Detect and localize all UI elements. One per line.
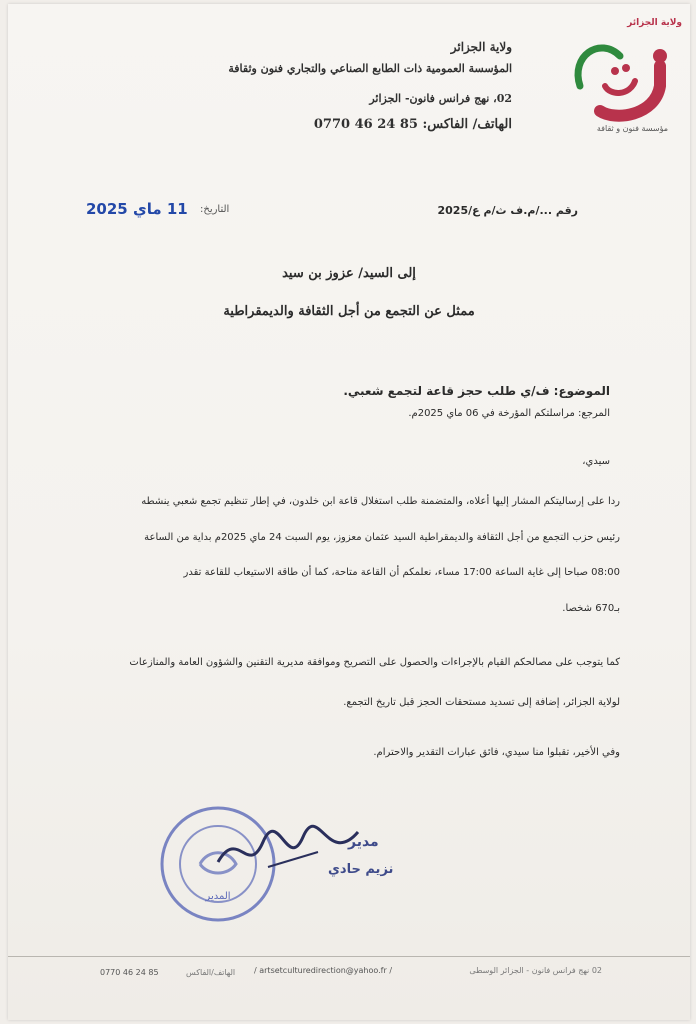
reference-number: رقم .../م.ف ث/م ع/2025 bbox=[437, 204, 578, 217]
footer-phone-label: الهاتف/الفاكس bbox=[186, 968, 236, 977]
header-province: ولاية الجزائر bbox=[450, 40, 512, 54]
body-line: ردا على إرساليتكم المشار إليها أعلاه، والمتضمنة طلب استغلال قاعة ابن خلدون، في إطار تنظيم تجمع شعبي ينشطه bbox=[141, 496, 620, 507]
reference-line: المرجع: مراسلتكم المؤرخة في 06 ماي 2025م. bbox=[408, 408, 610, 419]
footer-address: 02 نهج فرانس فانون - الجزائر الوسطى bbox=[469, 966, 602, 975]
header-institution: المؤسسة العمومية ذات الطابع الصناعي والتجاري فنون وثقافة bbox=[228, 62, 512, 75]
subject-line: الموضوع: ف/ي طلب حجز قاعة لتجمع شعبي. bbox=[343, 384, 610, 398]
header-phone-fax: الهاتف/ الفاكس: 85 24 46 0770 bbox=[313, 117, 512, 132]
date-label: التاريخ: bbox=[200, 204, 230, 215]
letter-page bbox=[8, 4, 690, 1020]
body-line: لولاية الجزائر، إضافة إلى تسديد مستحقات الحجز قبل تاريخ التجمع. bbox=[343, 697, 620, 708]
greeting: سيدي، bbox=[582, 456, 610, 467]
date-value: 11 ماي 2025 bbox=[86, 200, 188, 218]
recipient-title: ممثل عن التجمع من أجل الثقافة والديمقراطية bbox=[223, 304, 475, 319]
signatory-name: نزيم حادي bbox=[328, 862, 394, 877]
stamp-text: المدير bbox=[205, 891, 231, 902]
body-line: كما يتوجب على مصالحكم القيام بالإجراءات والحصول على التصريح وموافقة مديرية التقنين والشؤون العامة والمنازعات bbox=[129, 657, 620, 668]
body-line: 08:00 صباحا إلى غاية الساعة 17:00 مساء، نعلمكم أن القاعة متاحة، كما أن طاقة الاستيعاب للقاعة تقدر bbox=[183, 567, 620, 578]
body-line: رئيس حزب التجمع من أجل الثقافة والديمقراطية السيد عثمان معزوز، يوم السبت 24 ماي 2025م بداية من الساعة bbox=[144, 532, 620, 543]
footer-phone: 0770 46 24 85 bbox=[100, 968, 159, 977]
body-line: بـ670 شخصا. bbox=[562, 603, 620, 614]
closing-line: وفي الأخير، تقبلوا منا سيدي، فائق عبارات التقدير والاحترام. bbox=[373, 747, 620, 758]
logo-subtitle: مؤسسة فنون و ثقافة bbox=[596, 124, 668, 133]
footer-divider bbox=[8, 956, 690, 957]
signatory-title: مدير bbox=[348, 834, 379, 850]
footer-email: / artsetculturedirection@yahoo.fr / bbox=[254, 966, 393, 975]
header-address: 02، نهج فرانس فانون- الجزائر bbox=[369, 92, 512, 105]
recipient-name: إلى السيد/ عزوز بن سيد bbox=[282, 266, 416, 281]
logo-title: ولاية الجزائر bbox=[627, 18, 682, 28]
